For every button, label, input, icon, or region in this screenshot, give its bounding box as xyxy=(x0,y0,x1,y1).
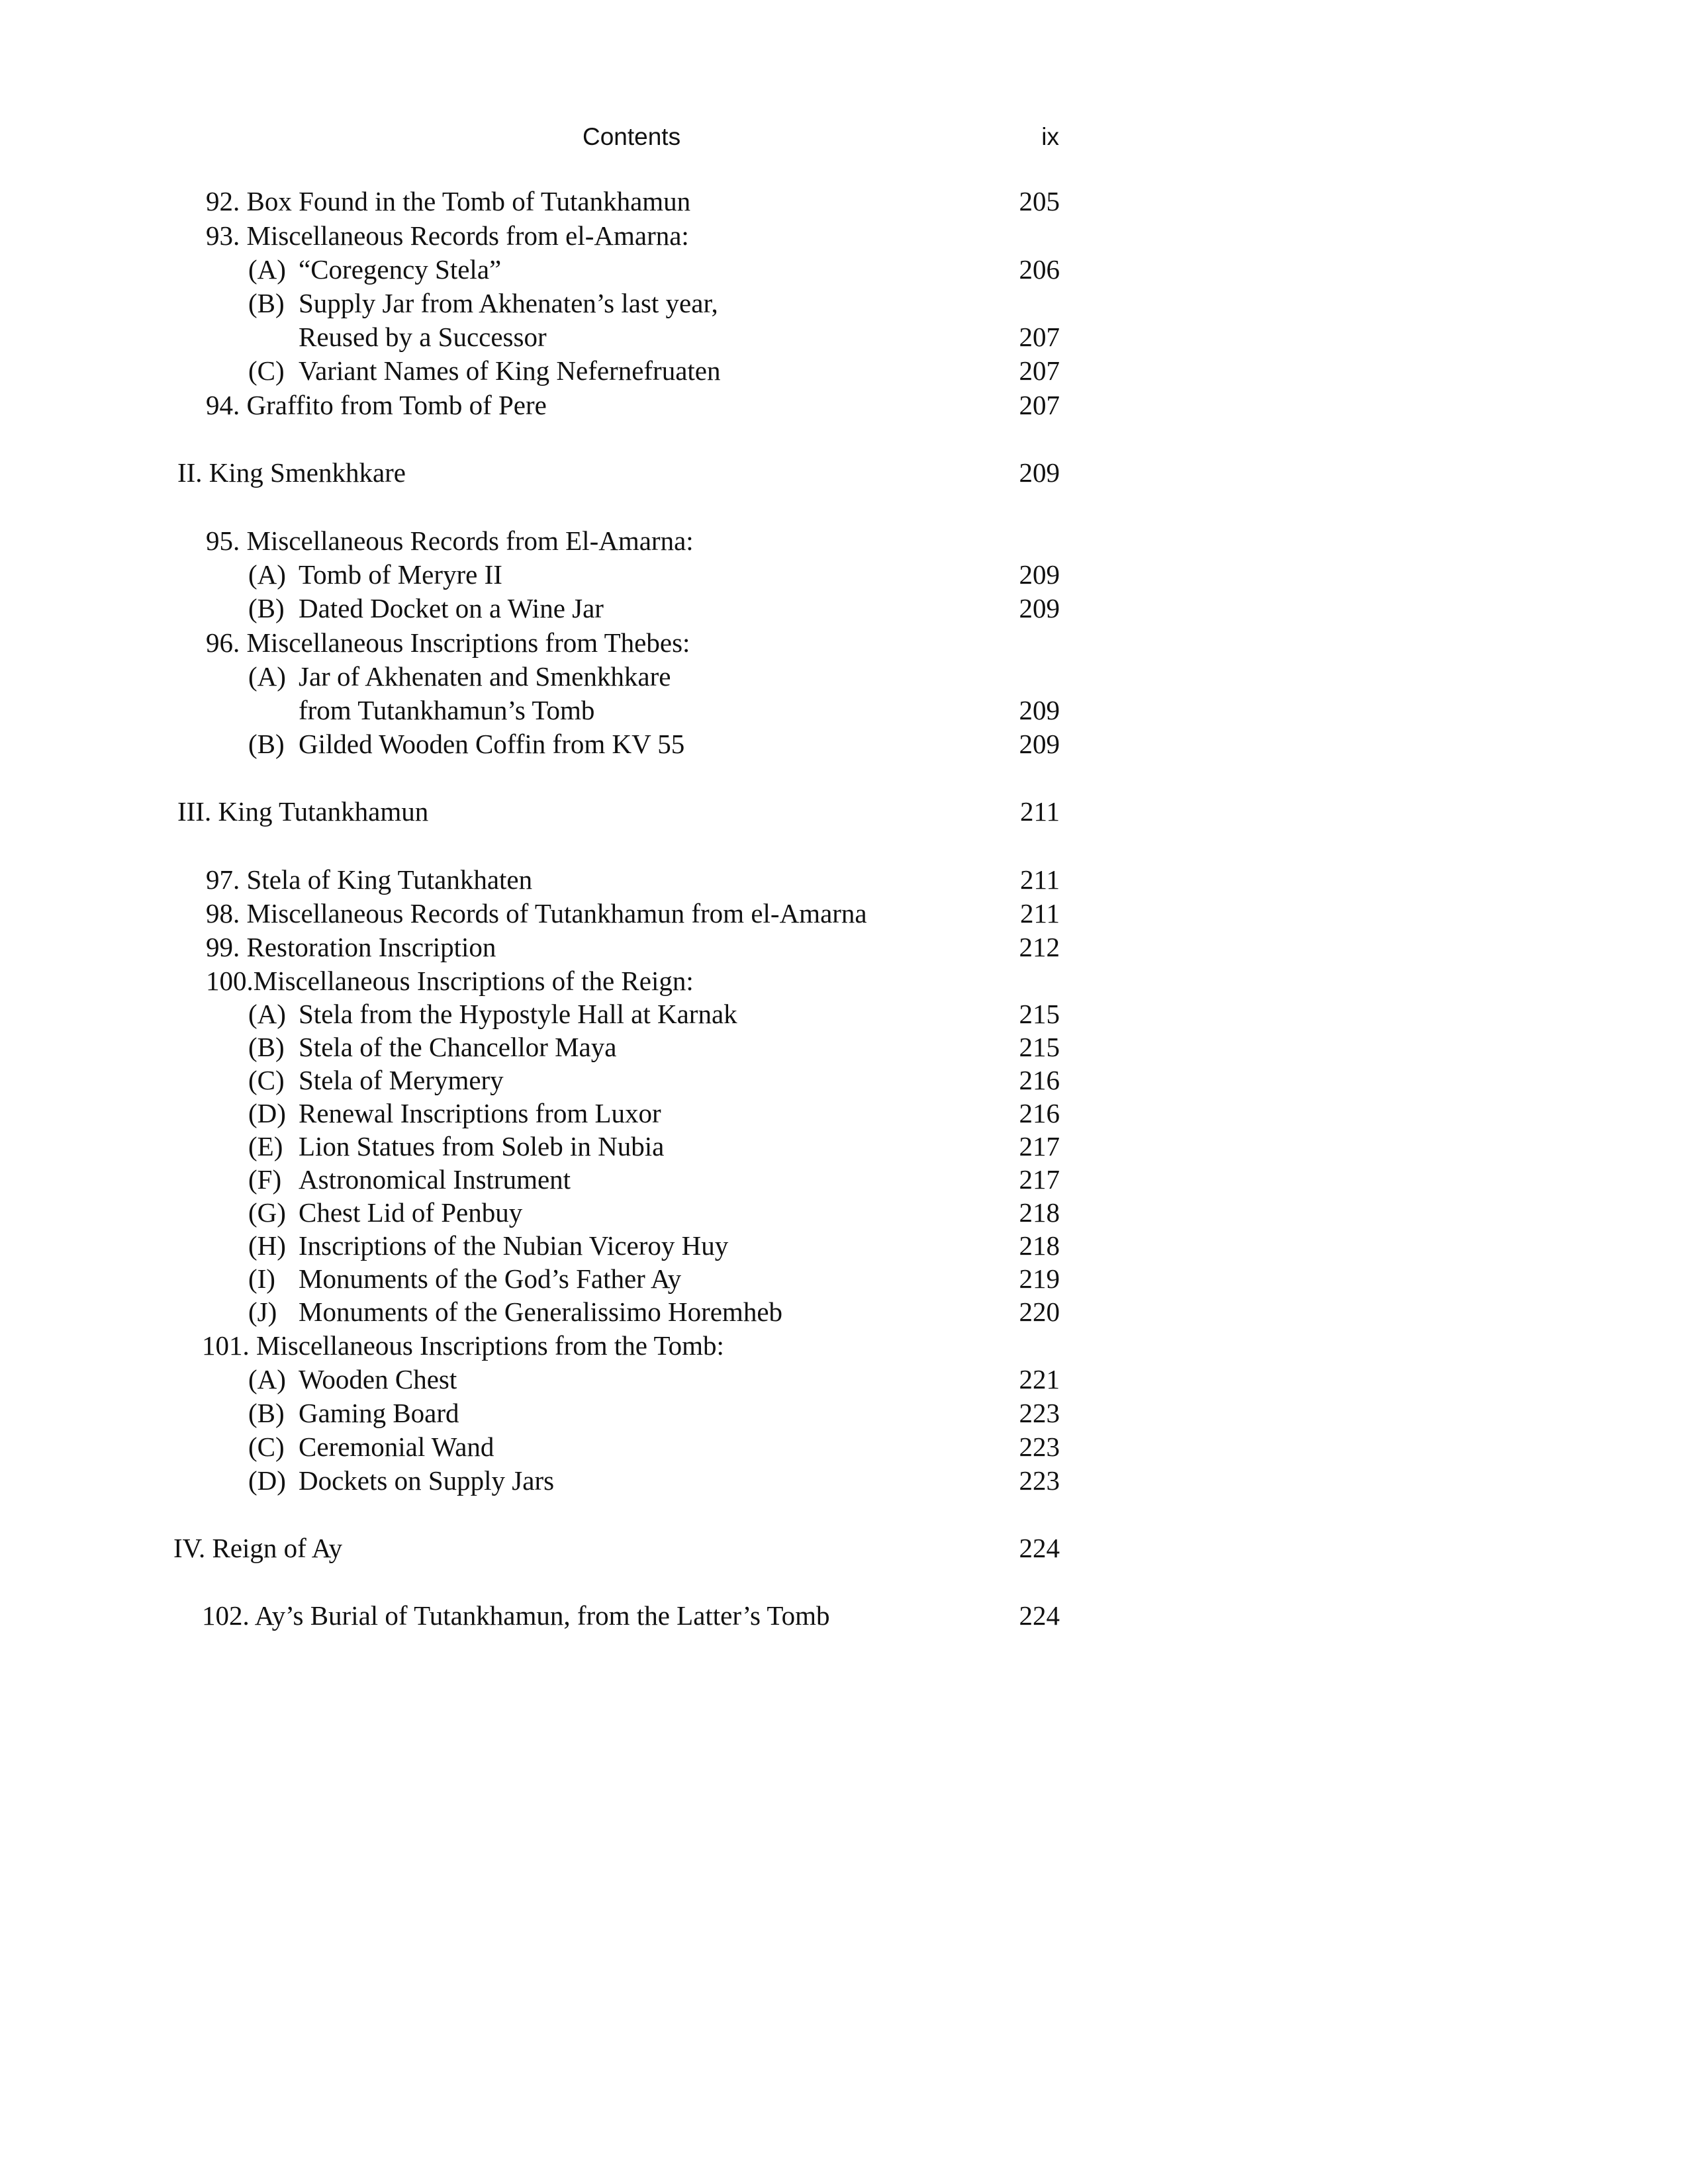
toc-entry xyxy=(206,629,690,657)
toc-subentry-continuation xyxy=(299,697,594,724)
entry-letter: (A) xyxy=(248,999,286,1029)
toc-subentry xyxy=(248,1232,728,1259)
toc-entry xyxy=(202,1602,829,1629)
entry-title: Ay’s Burial of Tutankhamun, from the Latter’s Tomb xyxy=(254,1600,830,1631)
entry-page: 211 xyxy=(1020,864,1060,895)
entry-title: Lion Statues from Soleb in Nubia xyxy=(299,1131,665,1161)
entry-letter: (A) xyxy=(248,559,286,590)
entry-page: 206 xyxy=(1019,254,1060,285)
entry-title: Restoration Inscription xyxy=(246,932,496,962)
entry-page: 223 xyxy=(1019,1432,1060,1462)
entry-letter: (C) xyxy=(248,355,285,386)
toc-section-heading xyxy=(173,1535,342,1562)
entry-page: 224 xyxy=(1019,1533,1060,1563)
section-title: IV. Reign of Ay xyxy=(173,1533,343,1563)
entry-page: 211 xyxy=(1020,898,1060,929)
section-title: III. King Tutankhamun xyxy=(177,796,429,827)
entry-page: 207 xyxy=(1019,390,1060,420)
toc-subentry xyxy=(248,256,501,283)
toc-subentry xyxy=(248,290,718,317)
section-title: II. King Smenkhkare xyxy=(177,457,406,488)
toc-subentry xyxy=(248,1467,554,1494)
entry-letter: (A) xyxy=(248,1364,286,1394)
toc-subentry xyxy=(248,1433,494,1461)
entry-letter: (D) xyxy=(248,1098,286,1128)
entry-page: 207 xyxy=(1019,322,1060,352)
entry-number: 100. xyxy=(206,966,254,996)
entry-title: Dockets on Supply Jars xyxy=(299,1465,555,1496)
entry-number: 101. xyxy=(202,1330,250,1361)
toc-entry xyxy=(206,968,694,995)
entry-page: 215 xyxy=(1019,1032,1060,1062)
entry-title: Miscellaneous Inscriptions from Thebes: xyxy=(246,627,690,658)
entry-number: 95. xyxy=(206,525,240,556)
toc-subentry xyxy=(248,731,684,758)
entry-page: 221 xyxy=(1019,1364,1060,1394)
entry-title: Wooden Chest xyxy=(299,1364,457,1394)
entry-title: Miscellaneous Records of Tutankhamun from el-Amarna xyxy=(246,898,867,929)
entry-page: 215 xyxy=(1019,999,1060,1029)
entry-letter: (A) xyxy=(248,254,286,285)
entry-number: 96. xyxy=(206,627,240,658)
toc-entry xyxy=(206,527,694,555)
entry-title: Monuments of the Generalissimo Horemheb xyxy=(299,1297,783,1327)
toc-subentry xyxy=(248,1366,457,1393)
entry-number: 98. xyxy=(206,898,240,929)
entry-letter: (J) xyxy=(248,1297,277,1327)
toc-entry xyxy=(206,934,496,961)
entry-page: 212 xyxy=(1019,932,1060,962)
toc-subentry xyxy=(248,1100,661,1127)
entry-page: 209 xyxy=(1019,695,1060,725)
toc-subentry xyxy=(248,1400,459,1427)
entry-title: Box Found in the Tomb of Tutankhamun xyxy=(246,186,691,216)
entry-letter: (H) xyxy=(248,1230,286,1261)
entry-page: 205 xyxy=(1019,186,1060,216)
toc-subentry xyxy=(248,1067,504,1094)
toc-entry xyxy=(202,1332,724,1359)
entry-page: 223 xyxy=(1019,1398,1060,1428)
toc-subentry xyxy=(248,1298,782,1326)
toc-entry xyxy=(206,866,532,893)
entry-letter: (B) xyxy=(248,288,285,318)
entry-title: Gilded Wooden Coffin from KV 55 xyxy=(299,729,685,759)
toc-subentry xyxy=(248,595,604,622)
entry-page: 217 xyxy=(1019,1131,1060,1161)
entry-title: Stela of the Chancellor Maya xyxy=(299,1032,617,1062)
entry-letter: (A) xyxy=(248,661,286,692)
entry-letter: (C) xyxy=(248,1432,285,1462)
toc-subentry xyxy=(248,1199,522,1226)
entry-title: Supply Jar from Akhenaten’s last year, xyxy=(299,288,718,318)
toc-subentry-continuation xyxy=(299,324,547,351)
entry-number: 93. xyxy=(206,220,240,251)
entry-title: Ceremonial Wand xyxy=(299,1432,494,1462)
toc-subentry xyxy=(248,357,721,385)
toc-section-heading xyxy=(177,459,406,486)
entry-page: 209 xyxy=(1019,593,1060,623)
running-header-page-number: ix xyxy=(1041,123,1059,150)
entry-page: 216 xyxy=(1019,1098,1060,1128)
entry-page: 207 xyxy=(1019,355,1060,386)
entry-page: 209 xyxy=(1019,457,1060,488)
entry-letter: (B) xyxy=(248,729,285,759)
entry-title: Miscellaneous Inscriptions of the Reign: xyxy=(253,966,694,996)
entry-page: 218 xyxy=(1019,1197,1060,1228)
entry-title: Dated Docket on a Wine Jar xyxy=(299,593,604,623)
entry-letter: (B) xyxy=(248,593,285,623)
entry-letter: (F) xyxy=(248,1164,282,1195)
entry-title: Reused by a Successor xyxy=(299,322,547,352)
entry-title: Miscellaneous Records from el-Amarna: xyxy=(246,220,689,251)
toc-subentry xyxy=(248,1133,664,1160)
entry-number: 102. xyxy=(202,1600,250,1631)
entry-number: 99. xyxy=(206,932,240,962)
toc-subentry xyxy=(248,1166,571,1193)
entry-title: Chest Lid of Penbuy xyxy=(299,1197,523,1228)
toc-subentry xyxy=(248,1265,681,1293)
entry-title: Stela of Merymery xyxy=(299,1065,504,1095)
toc-subentry xyxy=(248,1034,616,1061)
toc-section-heading xyxy=(177,798,428,825)
toc-entry xyxy=(206,392,547,419)
entry-title: Renewal Inscriptions from Luxor xyxy=(299,1098,661,1128)
toc-entry xyxy=(206,900,867,927)
entry-letter: (G) xyxy=(248,1197,286,1228)
entry-title: Graffito from Tomb of Pere xyxy=(246,390,547,420)
entry-page: 224 xyxy=(1019,1600,1060,1631)
entry-title: Inscriptions of the Nubian Viceroy Huy xyxy=(299,1230,729,1261)
entry-page: 220 xyxy=(1019,1297,1060,1327)
entry-title: Miscellaneous Records from El-Amarna: xyxy=(246,525,694,556)
toc-entry xyxy=(206,188,690,215)
toc-entry xyxy=(206,222,689,250)
entry-title: Stela from the Hypostyle Hall at Karnak xyxy=(299,999,737,1029)
entry-number: 94. xyxy=(206,390,240,420)
entry-title: Stela of King Tutankhaten xyxy=(246,864,533,895)
entry-page: 217 xyxy=(1019,1164,1060,1195)
toc-subentry xyxy=(248,663,671,690)
toc-subentry xyxy=(248,1001,737,1028)
running-header-title: Contents xyxy=(583,123,681,150)
entry-page: 223 xyxy=(1019,1465,1060,1496)
entry-title: Monuments of the God’s Father Ay xyxy=(299,1263,682,1294)
entry-page: 209 xyxy=(1019,559,1060,590)
entry-title: Tomb of Meryre II xyxy=(299,559,502,590)
entry-page: 218 xyxy=(1019,1230,1060,1261)
entry-page: 209 xyxy=(1019,729,1060,759)
entry-letter: (I) xyxy=(248,1263,275,1294)
entry-title: Gaming Board xyxy=(299,1398,459,1428)
entry-letter: (D) xyxy=(248,1465,286,1496)
entry-page: 216 xyxy=(1019,1065,1060,1095)
entry-page: 211 xyxy=(1020,796,1060,827)
entry-page: 219 xyxy=(1019,1263,1060,1294)
entry-letter: (E) xyxy=(248,1131,283,1161)
entry-title: Variant Names of King Nefernefruaten xyxy=(299,355,721,386)
toc-subentry xyxy=(248,561,502,588)
entry-title: Miscellaneous Inscriptions from the Tomb: xyxy=(256,1330,724,1361)
entry-letter: (B) xyxy=(248,1398,285,1428)
entry-title: “Coregency Stela” xyxy=(299,254,502,285)
entry-title: from Tutankhamun’s Tomb xyxy=(299,695,595,725)
entry-title: Astronomical Instrument xyxy=(299,1164,571,1195)
entry-number: 92. xyxy=(206,186,240,216)
entry-title: Jar of Akhenaten and Smenkhkare xyxy=(299,661,671,692)
entry-letter: (B) xyxy=(248,1032,285,1062)
entry-number: 97. xyxy=(206,864,240,895)
entry-letter: (C) xyxy=(248,1065,285,1095)
